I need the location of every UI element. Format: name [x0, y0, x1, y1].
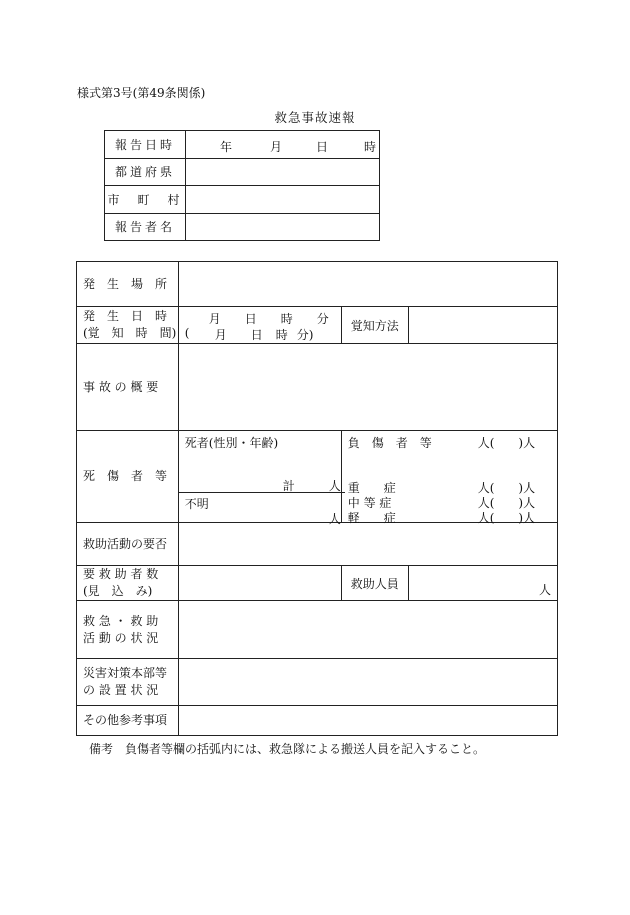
activity-label: [77, 601, 179, 659]
rescue-estimate-line1: 要 救 助 者 数: [83, 567, 159, 581]
activity-line2: 活 動 の 状 況: [83, 630, 159, 645]
summary-label: 事 故 の 概 要: [77, 344, 179, 431]
occurrence-label-line2: (覚 知 時 間): [83, 326, 177, 340]
hq-line1: 災害対策本部等: [83, 666, 168, 680]
report-info-table: [104, 130, 380, 241]
occ-minute-unit: 分: [316, 312, 329, 326]
document-title: 救急事故速報: [274, 110, 356, 125]
other-field[interactable]: [178, 706, 557, 736]
rescue-need-label: 救助活動の要否: [77, 523, 179, 566]
hour-unit: 時: [364, 140, 377, 154]
rescued-field[interactable]: [408, 566, 557, 601]
injured-count: 人( )人: [477, 435, 536, 450]
detect-method-field[interactable]: [408, 307, 557, 344]
prefecture-field[interactable]: [186, 158, 380, 186]
remarks-note: 備考 負傷者等欄の括弧内には、救急隊による搬送人員を記入すること。: [89, 742, 486, 756]
occurrence-label: [77, 307, 179, 344]
reporter-label: 報告者名: [105, 213, 186, 241]
occ-day-unit: 日: [244, 312, 257, 326]
det-minute-unit: 分): [296, 328, 314, 342]
report-date-label: 報告日時: [105, 131, 186, 159]
hq-line2: の 設 置 状 況: [83, 683, 159, 697]
injured-label: 負 傷 者 等: [347, 435, 432, 450]
rescue-need-field[interactable]: [178, 523, 557, 566]
form-number: 様式第3号(第49条関係): [77, 86, 206, 100]
moderate-label: 中 等 症: [347, 495, 392, 510]
incident-table: [76, 261, 558, 736]
occurrence-label-line1: 発 生 日 時: [83, 309, 168, 323]
casualty-injured-field[interactable]: [341, 431, 557, 523]
det-month-unit: 月: [214, 328, 227, 342]
location-label: 発 生 場 所: [77, 262, 179, 307]
dead-label: 死者(性別・年齢): [184, 435, 279, 450]
unknown-label: 不明: [184, 496, 209, 511]
municipality-label: 市 町 村: [105, 186, 186, 214]
dead-unknown-divider: [179, 492, 345, 493]
summary-field[interactable]: [178, 344, 557, 431]
det-day-unit: 日: [250, 328, 263, 342]
report-date-field[interactable]: [186, 131, 380, 159]
occ-month-unit: 月: [208, 312, 221, 326]
day-unit: 日: [316, 140, 329, 154]
det-hour-unit: 時: [275, 328, 288, 342]
moderate-count: 人( )人: [477, 495, 536, 510]
year-unit: 年: [220, 140, 233, 154]
rescued-label: 救助人員: [341, 566, 408, 601]
rescue-estimate-label: [77, 566, 179, 601]
severe-label: 重 症: [347, 480, 396, 495]
total-unit: 人: [328, 478, 341, 493]
unknown-unit: 人: [328, 511, 341, 526]
occ-hour-unit: 時: [280, 312, 293, 326]
activity-line1: 救 急 ・ 救 助: [83, 613, 159, 628]
hq-field[interactable]: [178, 659, 557, 706]
det-open-paren: (: [184, 326, 190, 340]
mild-count: 人( )人: [477, 510, 536, 525]
total-label: 計: [282, 478, 295, 493]
detect-method-label: 覚知方法: [341, 307, 408, 344]
mild-label: 軽 症: [347, 510, 396, 525]
activity-field[interactable]: [178, 601, 557, 659]
casualty-label: 死 傷 者 等: [77, 431, 179, 523]
rescued-unit: 人: [538, 583, 551, 597]
reporter-field[interactable]: [186, 213, 380, 241]
municipality-field[interactable]: [186, 186, 380, 214]
location-field[interactable]: [178, 262, 557, 307]
severe-count: 人( )人: [477, 480, 536, 495]
month-unit: 月: [270, 140, 283, 154]
prefecture-label: 都道府県: [105, 158, 186, 186]
hq-label: [77, 659, 179, 706]
rescue-estimate-line2: (見 込 み): [83, 584, 153, 598]
rescue-estimate-field[interactable]: [178, 566, 341, 601]
casualty-dead-field[interactable]: [178, 431, 341, 526]
other-label: その他参考事項: [77, 706, 179, 736]
occurrence-field[interactable]: [178, 307, 341, 344]
